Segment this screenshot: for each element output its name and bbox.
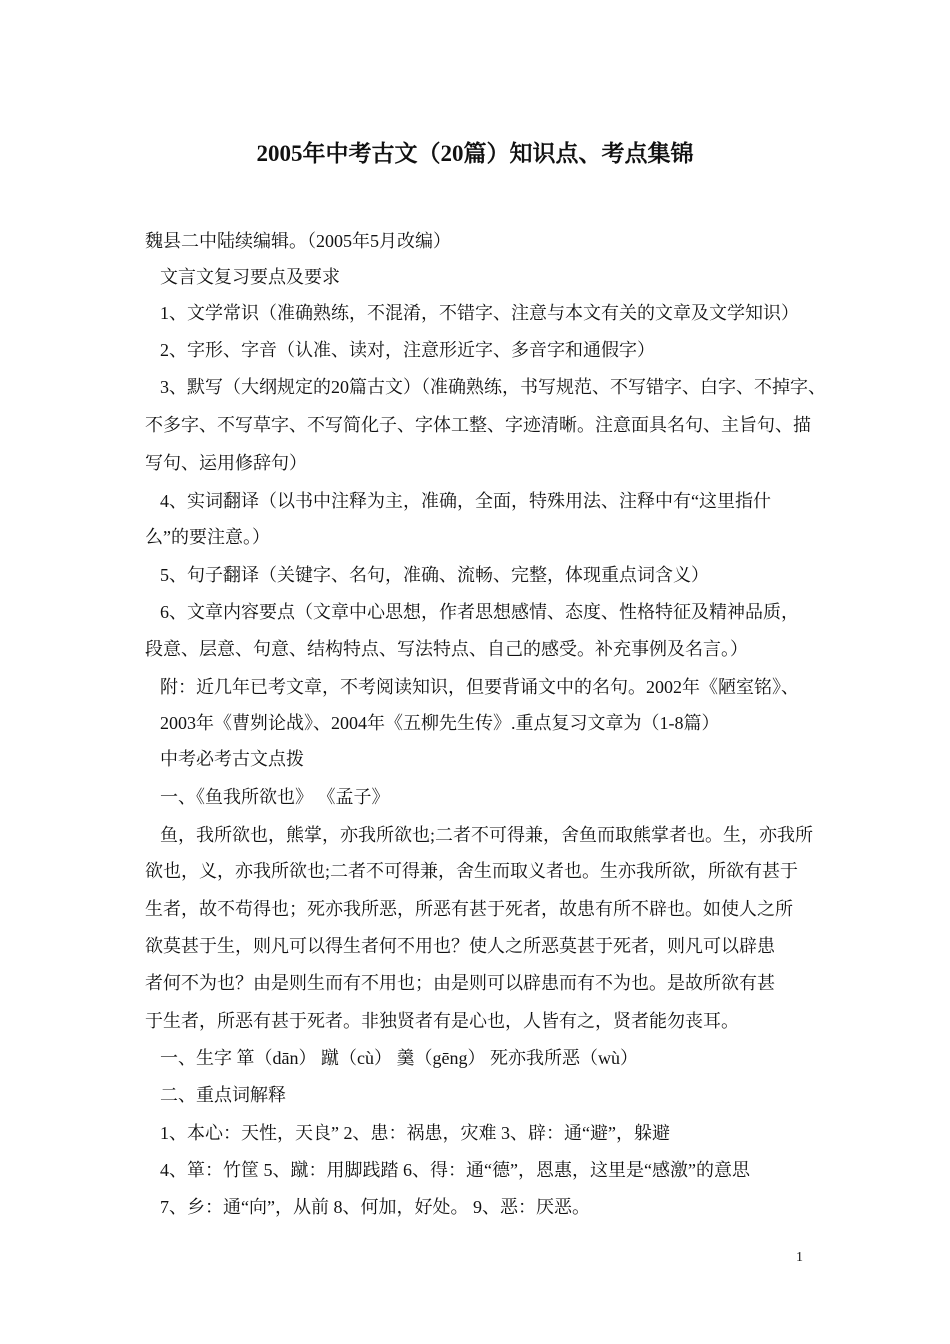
text-line-item-4-end: 么”的要注意。）	[145, 527, 270, 547]
text-line-chapter-1: 一、《鱼我所欲也》 《孟子》	[160, 787, 390, 807]
text-line-key-words: 1、本心：天性，天良” 2、患：祸患，灾难 3、辟：通“避”，躲避	[160, 1123, 670, 1143]
text-line-key-words-heading: 二、重点词解释	[160, 1085, 286, 1105]
text-line-item-6: 6、文章内容要点（文章中心思想，作者思想感情、态度、性格特征及精神品质，	[160, 602, 799, 622]
text-line-passage: 者何不为也？由是则生而有不用也；由是则可以辟患而有不为也。是故所欲有甚	[145, 973, 775, 993]
text-line-item-6-end: 段意、层意、句意、结构特点、写法特点、自己的感受。补充事例及名言。）	[145, 639, 748, 659]
text-line-passage: 生者，故不苟得也；死亦我所恶，所恶有甚于死者，故患有所不辟也。如使人之所	[145, 899, 793, 919]
text-line-item-3-cont: 不多字、不写草字、不写简化子、字体工整、字迹清晰。注意面具名句、主旨句、描	[145, 415, 811, 435]
text-line-appendix-cont: 2003年《曹刿论战》、2004年《五柳先生传》.重点复习文章为（1-8篇）	[160, 713, 720, 733]
text-line-key-words: 4、箪：竹筐 5、蹴：用脚践踏 6、得：通“德”，恩惠，这里是“感激”的意思	[160, 1160, 750, 1180]
text-line-passage: 欲也，义，亦我所欲也;二者不可得兼，舍生而取义者也。生亦我所欲，所欲有甚于	[145, 861, 798, 881]
text-line-item-5: 5、句子翻译（关键字、名句，准确、流畅、完整，体现重点词含义）	[160, 565, 709, 585]
text-line-passage: 鱼，我所欲也，熊掌，亦我所欲也;二者不可得兼，舍鱼而取熊掌者也。生，亦我所	[160, 825, 813, 845]
text-line-new-characters: 一、生字 箪（dān） 蹴（cù） 羹（gēng） 死亦我所恶（wù）	[160, 1048, 638, 1068]
text-line-item-2: 2、字形、字音（认准、读对，注意形近字、多音字和通假字）	[160, 340, 655, 360]
text-line-passage: 欲莫甚于生，则凡可以得生者何不用也？使人之所恶莫甚于死者，则凡可以辟患	[145, 936, 775, 956]
text-line-author: 魏县二中陆续编辑。（2005年5月改编）	[145, 231, 451, 251]
document-title: 2005年中考古文（20篇）知识点、考点集锦	[256, 141, 694, 166]
text-line-item-4: 4、实词翻译（以书中注释为主，准确，全面，特殊用法、注释中有“这里指什	[160, 491, 771, 511]
text-line-passage: 于生者，所恶有甚于死者。非独贤者有是心也，人皆有之，贤者能勿丧耳。	[145, 1011, 739, 1031]
text-line-appendix: 附：近几年已考文章，不考阅读知识，但要背诵文中的名句。2002年《陋室铭》、	[160, 677, 799, 697]
text-line-section-heading: 文言文复习要点及要求	[160, 267, 340, 287]
text-line-item-3: 3、默写（大纲规定的20篇古文）（准确熟练，书写规范、不写错字、白字、不掉字、	[160, 377, 826, 397]
page-number: 1	[796, 1250, 803, 1265]
text-line-key-words: 7、乡：通“向”，从前 8、何加，好处。 9、恶：厌恶。	[160, 1197, 590, 1217]
text-line-section-heading-2: 中考必考古文点拨	[160, 749, 304, 769]
text-line-item-3-end: 写句、运用修辞句）	[145, 453, 307, 473]
text-line-item-1: 1、文学常识（准确熟练，不混淆，不错字、注意与本文有关的文章及文学知识）	[160, 303, 799, 323]
